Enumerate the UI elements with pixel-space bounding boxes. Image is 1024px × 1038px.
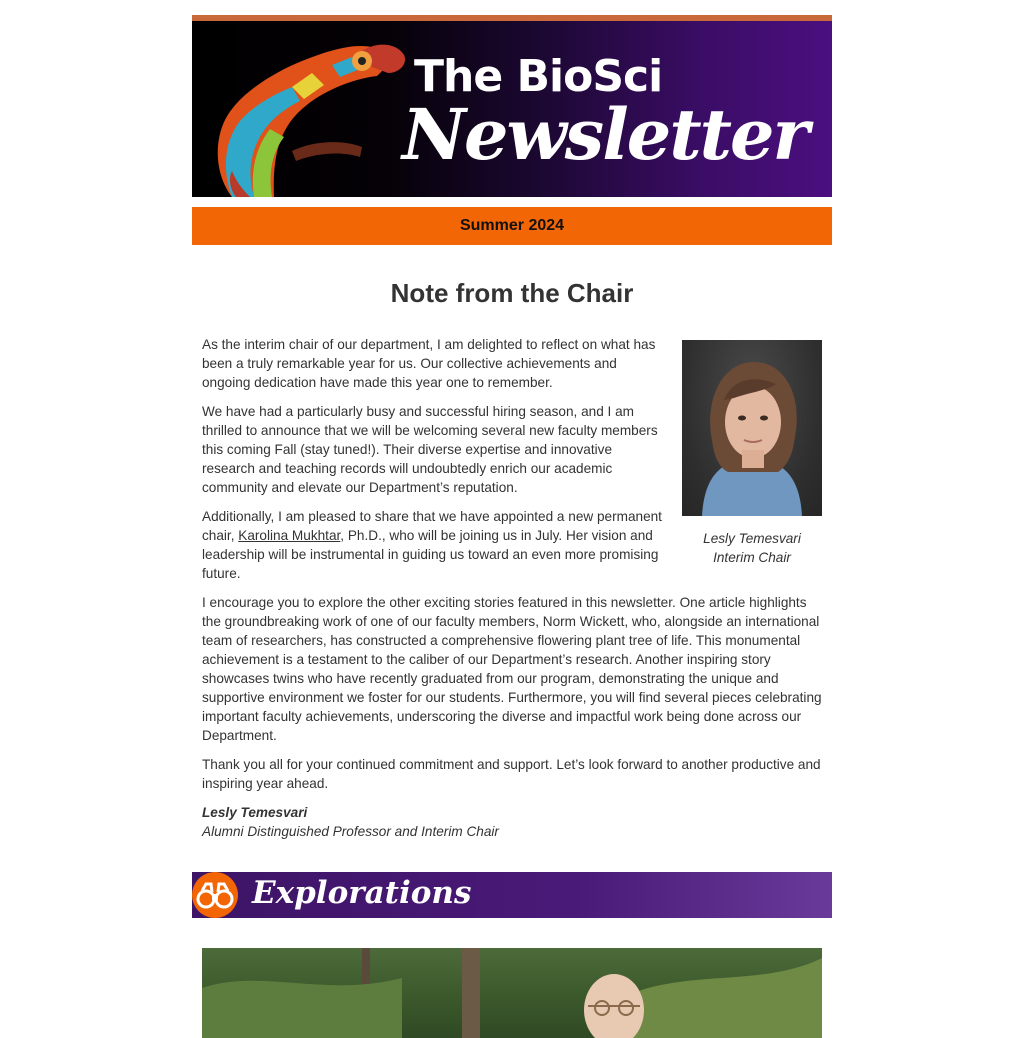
signature-title: Alumni Distinguished Professor and Interim Chair bbox=[202, 824, 499, 839]
section-title: Note from the Chair bbox=[390, 278, 634, 308]
chair-note-body bbox=[202, 335, 664, 593]
chair-photo bbox=[682, 340, 822, 516]
newsletter-title-line1: The BioSci bbox=[414, 51, 663, 102]
karolina-mukhtar-link[interactable]: Karolina Mukhtar bbox=[238, 528, 341, 543]
paragraph: We have had a particularly busy and successful hiring season, and I am thrilled to announce that we will be welcoming several new faculty members this coming Fall (stay tuned!). Their diverse expertise and innovative research and teaching records will undoubtedly enrich our academic community and elevate our Department’s reputation. bbox=[202, 404, 658, 495]
issue-bar bbox=[192, 207, 832, 245]
portrait-illustration bbox=[682, 340, 822, 516]
forest-scene-illustration bbox=[202, 948, 822, 1038]
issue-label: Summer 2024 bbox=[459, 217, 565, 234]
paragraph-text: Additionally, I am pleased to share that we have appointed a new permanent chair, bbox=[202, 509, 662, 543]
paragraph: As the interim chair of our department, I am delighted to reflect on what has been a truly remarkable year for us. Our collective achievements and ongoing dedication have made this year one to remember. bbox=[202, 337, 656, 390]
paragraph: I encourage you to explore the other exciting stories featured in this newsletter. One article highlights the groundbreaking work of one of our faculty members, Norm Wickett, who, alongside an international team of researchers, has constructed a comprehensive flowering plant tree of life. This monumental achievement is a testament to the caliber of our Department’s research. Another inspiring story showcases twins who have recently graduated from our program, demonstrating the unique and supportive environment we foster for our students. Furthermore, you will find several pieces celebrating important faculty achievements, underscoring the diverse and impactful work being done across our Department. bbox=[202, 595, 822, 743]
paragraph: Thank you all for your continued commitment and support. Let’s look forward to another productive and inspiring year ahead. bbox=[202, 757, 821, 791]
explorations-section-header bbox=[192, 872, 832, 918]
chair-note-continued bbox=[202, 593, 824, 841]
chameleon-illustration bbox=[192, 21, 422, 197]
section-label: Explorations bbox=[252, 875, 472, 911]
newsletter-title-line2: Newsletter bbox=[402, 93, 808, 176]
signature-name: Lesly Temesvari bbox=[202, 805, 308, 820]
paragraph bbox=[202, 507, 664, 583]
caption-role: Interim Chair bbox=[713, 550, 791, 565]
binoculars-icon bbox=[192, 872, 238, 918]
header-banner bbox=[192, 21, 832, 197]
photo-caption bbox=[674, 529, 830, 567]
caption-name: Lesly Temesvari bbox=[703, 531, 801, 546]
feature-photo bbox=[202, 948, 822, 1038]
paragraph-text: , Ph.D., who will be joining us in July. Her vision and leadership will be instrumental in guiding us toward an even more promising future. bbox=[202, 528, 659, 581]
